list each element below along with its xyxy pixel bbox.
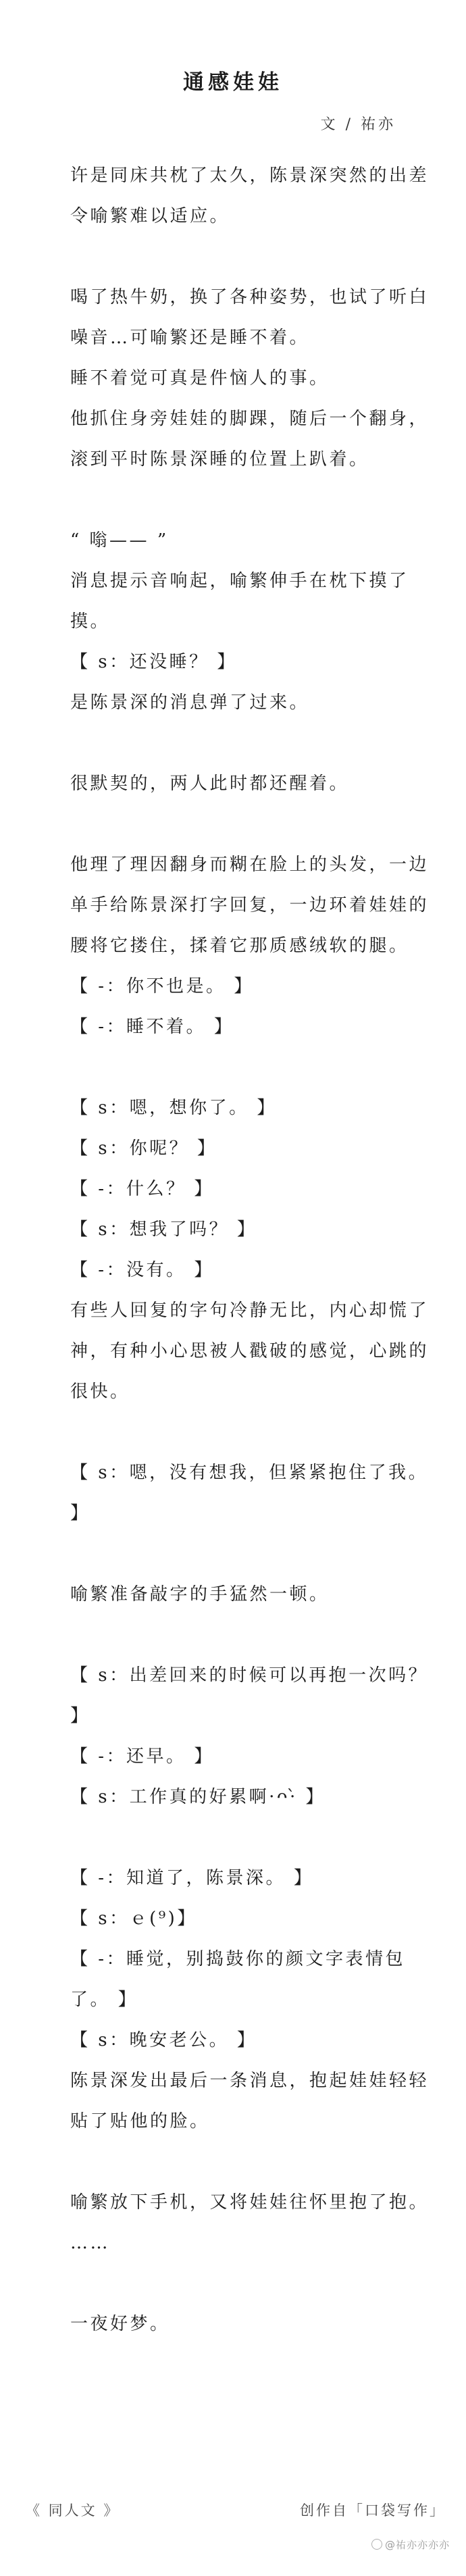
paragraph: 【 -：睡不着。 】: [70, 1017, 234, 1037]
paragraph: 喻繁准备敲字的手猛然一顿。: [70, 1584, 330, 1605]
paragraph: 喻繁放下手机，又将娃娃往怀里抱了抱。: [70, 2192, 430, 2213]
paragraph: 【 -：什么？ 】: [70, 1179, 214, 1199]
weibo-logo-icon: [371, 2539, 382, 2550]
paragraph: 【 s：晚安老公。 】: [70, 2030, 257, 2050]
paragraph: ……: [70, 2233, 110, 2253]
paragraph-gap: [70, 236, 432, 277]
paragraph: 【 s：想我了吗？ 】: [70, 1219, 257, 1240]
paragraph-gap: [70, 1047, 432, 1088]
footer-source: 创作自「口袋写作」: [300, 2502, 446, 2519]
paragraph: 陈景深发出最后一条消息，抱起娃娃轻轻贴了贴他的脸。: [70, 2071, 430, 2131]
paragraph: 【 -：知道了，陈景深。 】: [70, 1868, 314, 1888]
paragraph: 睡不着觉可真是件恼人的事。: [70, 368, 330, 388]
paragraph-gap: [70, 723, 432, 763]
paragraph: 喝了热牛奶，换了各种姿势，也试了听白噪音…可喻繁还是睡不着。: [70, 287, 430, 348]
paragraph-gap: [70, 480, 432, 520]
paragraph: 有些人回复的字句冷静无比，内心却慌了神，有种小心思被人戳破的感觉，心跳的很快。: [70, 1300, 430, 1402]
paragraph-gap: [70, 1534, 432, 1574]
paragraph-gap: [70, 1412, 432, 1453]
paragraph: 【 -：没有。 】: [70, 1260, 214, 1280]
paragraph: 很默契的，两人此时都还醒着。: [70, 774, 350, 794]
paragraph: 【 -：还早。 】: [70, 1746, 214, 1767]
paragraph: 【 s：嗯，想你了。 】: [70, 1098, 277, 1118]
paragraph: 是陈景深的消息弹了过来。: [70, 692, 310, 713]
paragraph-gap: [70, 1615, 432, 1655]
paragraph: 他理了理因翻身而糊在脸上的头发，一边单手给陈景深打字回复，一边环着娃娃的腰将它搂住，揉着它那质感绒软的腿。: [70, 855, 430, 956]
paragraph: 【 s：工作真的好累啊·ᴖ·̀ 】: [70, 1787, 326, 1807]
paragraph: 【 -：睡觉，别捣鼓你的颜文字表情包了。 】: [70, 1949, 406, 2010]
footer-category: 《 同人文 》: [26, 2502, 120, 2519]
document-title: 通感娃娃: [183, 70, 283, 95]
weibo-watermark: [371, 2537, 450, 2552]
story-body: [70, 155, 432, 2344]
paragraph: “ 嗡—— ”: [70, 530, 169, 551]
watermark-text: @祐亦亦亦亦: [384, 2539, 450, 2551]
paragraph: 【 -：你不也是。 】: [70, 976, 254, 996]
paragraph: 【 s：出差回来的时候可以再抱一次吗？ 】: [70, 1665, 429, 1726]
paragraph-gap: [70, 2142, 432, 2182]
author-byline: 文 / 祐亦: [320, 116, 396, 133]
paragraph: 他抓住身旁娃娃的脚踝，随后一个翻身，滚到平时陈景深睡的位置上趴着。: [70, 409, 430, 470]
paragraph: 一夜好梦。: [70, 2314, 170, 2334]
paragraph-gap: [70, 804, 432, 844]
paragraph: 【 s：ｅ(⁹)】: [70, 1909, 197, 1929]
paragraph: 消息提示音响起，喻繁伸手在枕下摸了摸。: [70, 571, 409, 632]
paragraph: 许是同床共枕了太久，陈景深突然的出差令喻繁难以适应。: [70, 166, 430, 226]
paragraph: 【 s：你呢？ 】: [70, 1138, 217, 1159]
paragraph-gap: [70, 2263, 432, 2304]
paragraph: 【 s：嗯，没有想我，但紧紧抱住了我。 】: [70, 1463, 429, 1523]
paragraph: 【 s：还没睡？ 】: [70, 652, 237, 672]
paragraph-gap: [70, 1817, 432, 1858]
